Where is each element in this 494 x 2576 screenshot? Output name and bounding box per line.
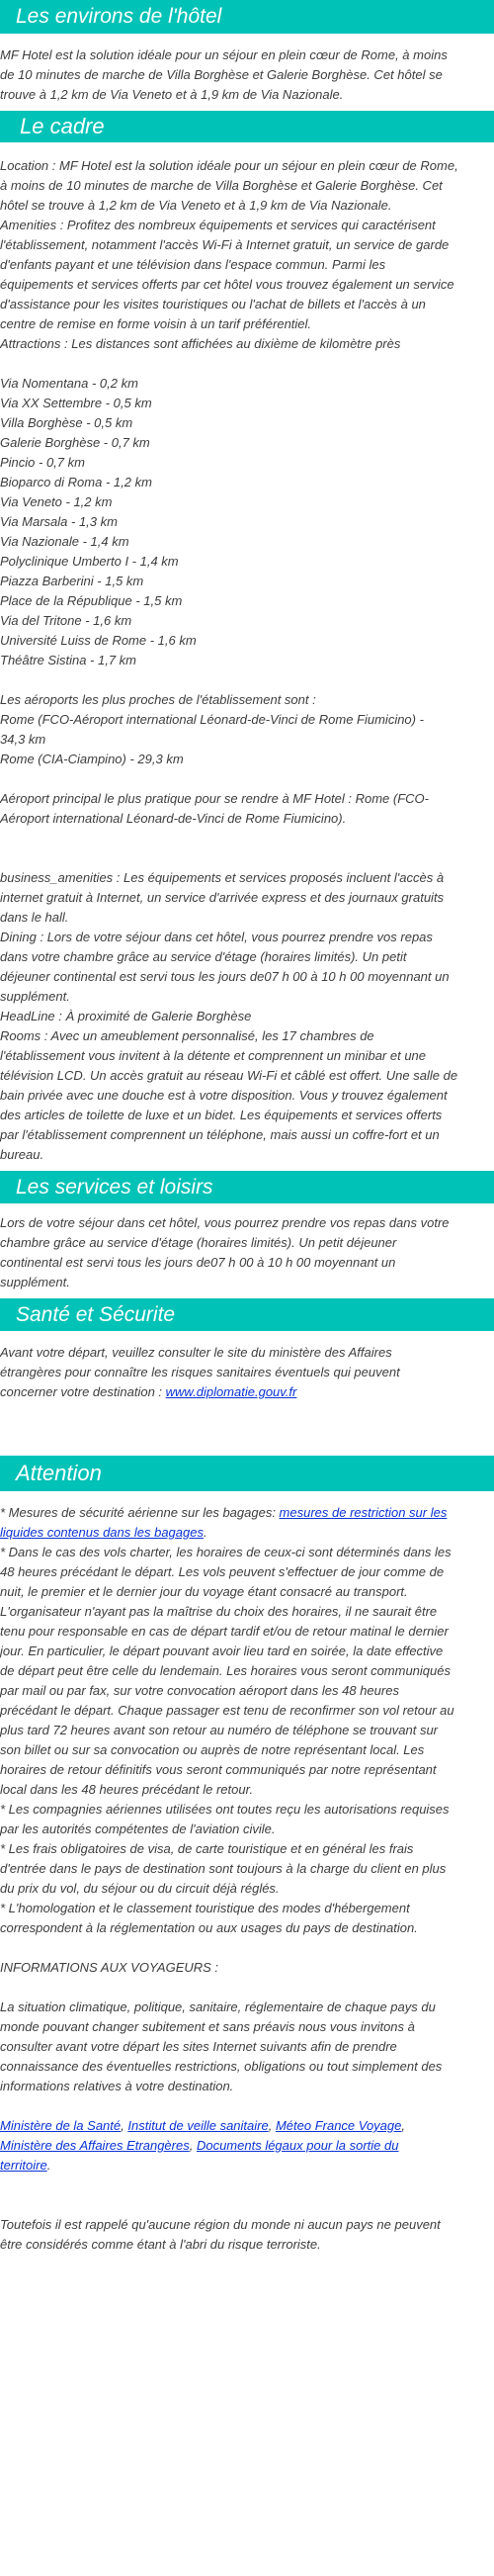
environs-text (0, 34, 494, 111)
text-line: HeadLine : À proximité de Galerie Borghèse (0, 1009, 252, 1023)
list-item: Via del Tritone - 1,6 km (0, 613, 132, 628)
text-line: télévision LCD. Un accès gratuit au réseau Wi-Fi et câblé est offert. Une salle de (0, 1068, 458, 1083)
text-line: jour. En particulier, le départ pouvant avoir lieu tard en soirée, la date effective (0, 1643, 444, 1658)
text-line: Dining : Lors de votre séjour dans cet hôtel, vous pourrez prendre vos repas (0, 930, 433, 944)
text-line: d'assistance pour les visites touristiques ou l'achat de billets et l'accès à un (0, 297, 426, 311)
text-line: Aéroport international Léonard-de-Vinci de Rome Fiumicino). (0, 811, 347, 826)
text-line: horaires de retour définitifs vous seront communiqués par notre représentant (0, 1762, 437, 1777)
veille-sanitaire-link[interactable]: Institut de veille sanitaire (127, 2118, 269, 2133)
text-line: à moins de 10 minutes de marche de Villa Borghèse et Galerie Borghèse. Cet (0, 178, 443, 193)
list-item: Polyclinique Umberto I - 1,4 km (0, 554, 179, 569)
liquids-restriction-link-cont[interactable]: liquides contenus dans les bagages (0, 1525, 204, 1540)
list-item: Bioparco di Roma - 1,2 km (0, 475, 152, 489)
separator: , (121, 2118, 128, 2133)
text-line: 48 heures précédant le départ. Les vols peuvent s'effectuer de jour comme de (0, 1564, 445, 1579)
liquids-restriction-link[interactable]: mesures de restriction sur les (279, 1505, 448, 1520)
text-line: Rome (FCO-Aéroport international Léonard-de-Vinci de Rome Fiumicino) - (0, 712, 424, 727)
text-line: Avant votre départ, veuillez consulter le site du ministère des Affaires (0, 1345, 392, 1360)
sante-text (0, 1331, 494, 1456)
text-line: local dans les 48 heures précédant le retour. (0, 1782, 254, 1797)
text-line: informations relatives à votre destination. (0, 2079, 234, 2093)
text-line: internet gratuit à Internet, un service d'arrivée express et des journaux gratuits (0, 890, 445, 905)
text-line: connaissance des éventuelles restrictions, obligations ou tout simplement des (0, 2059, 443, 2074)
list-item: Piazza Barberini - 1,5 km (0, 574, 144, 588)
text-fragment: concerner votre destination : (0, 1384, 166, 1399)
text-line: être considérés comme étant à l'abri du risque terroriste. (0, 2237, 321, 2252)
separator: , (189, 2138, 197, 2153)
text-line: d'enfants payant et une télévision dans l'espace commun. Parmi les (0, 257, 386, 272)
section-header-environs: Les environs de l'hôtel (0, 0, 494, 34)
section-header-attention: Attention (0, 1456, 494, 1491)
text-line: * Les compagnies aériennes utilisées ont toutes reçu les autorisations requises (0, 1802, 450, 1817)
text-line: correspondent à la réglementation ou aux usages du pays de destination. (0, 1920, 418, 1935)
text-fragment: . (46, 2158, 51, 2173)
attention-text (0, 1491, 494, 2255)
ministere-sante-link[interactable]: Ministère de la Santé (0, 2118, 122, 2133)
text-line: business_amenities : Les équipements et services proposés incluent l'accès à (0, 870, 445, 885)
list-item: Via Nomentana - 0,2 km (0, 376, 138, 391)
text-line: dans votre chambre grâce au service d'étage (horaires limités). Un petit (0, 949, 407, 964)
text-line: monde pouvant changer subitement et sans préavis nous vous invitons à (0, 2019, 415, 2034)
documents-legaux-link-cont[interactable]: territoire (0, 2158, 47, 2173)
list-item: Via Nazionale - 1,4 km (0, 534, 129, 549)
text-line: chambre grâce au service d'étage (horaires limités). Un petit déjeuner (0, 1235, 397, 1250)
text-line (0, 2156, 494, 2176)
text-line: l'établissement, notamment l'accès Wi-Fi à Internet gratuit, un service de garde (0, 237, 450, 252)
text-line: continental est servi tous les jours de07 h 00 à 10 h 00 moyennant un (0, 1255, 396, 1270)
text-line: plus tard 72 heures avant son retour au numéro de téléphone se trouvant sur (0, 1723, 439, 1737)
text-line: centre de remise en forme voisin à un tarif préférentiel. (0, 316, 312, 331)
list-item: Université Luiss de Rome - 1,6 km (0, 633, 197, 648)
documents-legaux-link[interactable]: Documents légaux pour la sortie du (196, 2138, 399, 2153)
text-line: * Dans le cas des vols charter, les horaires de ceux-ci sont déterminés dans les (0, 1545, 452, 1559)
text-line: son billet ou sur sa convocation ou auprès de notre représentant local. Les (0, 1742, 425, 1757)
list-item: Place de la République - 1,5 km (0, 593, 183, 608)
text-line: * L'homologation et le classement touristique des modes d'hébergement (0, 1901, 410, 1915)
text-line: Rooms : Avec un ameublement personnalisé, les 17 chambres de (0, 1028, 374, 1043)
affaires-etrangeres-link[interactable]: Ministère des Affaires Etrangères (0, 2138, 190, 2153)
list-item: Théâtre Sistina - 1,7 km (0, 653, 136, 667)
text-line: du prix du vol, du séjour ou du circuit déjà réglés. (0, 1881, 280, 1896)
list-item: Pincio - 0,7 km (0, 455, 85, 470)
text-line: 34,3 km (0, 732, 46, 747)
text-line: précédant le départ. Chaque passager est tenu de reconfirmer son vol retour au (0, 1703, 454, 1718)
list-item: Galerie Borghèse - 0,7 km (0, 435, 150, 450)
text-line (0, 2116, 494, 2136)
text-fragment: . (203, 1525, 207, 1540)
text-line: Location : MF Hotel est la solution idéale pour un séjour en plein cœur de Rome, (0, 158, 458, 173)
text-line: bureau. (0, 1147, 44, 1162)
text-line: La situation climatique, politique, sanitaire, réglementaire de chaque pays du (0, 1999, 436, 2014)
diplomatie-link[interactable]: www.diplomatie.gouv.fr (165, 1384, 297, 1399)
list-item: Via Marsala - 1,3 km (0, 514, 118, 529)
separator: , (268, 2118, 276, 2133)
text-line: de départ peut être celle du lendemain. Les horaires vous seront communiqués (0, 1663, 451, 1678)
text-line: bain privée avec une douche est à votre disposition. Vous y trouvez également (0, 1088, 448, 1103)
text-line: supplément. (0, 1275, 70, 1289)
text-line (0, 1523, 494, 1543)
text-line: par l'établissement comprennent un téléphone, mais aussi un coffre-fort et un (0, 1127, 440, 1142)
separator: , (401, 2118, 406, 2133)
text-line: Lors de votre séjour dans cet hôtel, vous pourrez prendre vos repas dans votre (0, 1215, 450, 1230)
text-line: tenu pour responsable en cas de départ tardif et/ou de retour matinal le dernier (0, 1624, 449, 1639)
cadre-text (0, 142, 494, 1171)
list-item: Via XX Settembre - 0,5 km (0, 396, 152, 410)
services-text (0, 1203, 494, 1298)
text-line: hôtel se trouve à 1,2 km de Via Veneto et à 1,9 km de Via Nazionale. (0, 198, 392, 213)
text-line: Attractions : Les distances sont affichées au dixième de kilomètre près (0, 336, 401, 351)
text-line: * Les frais obligatoires de visa, de carte touristique et en général les frais (0, 1841, 414, 1856)
text-line (0, 2136, 494, 2156)
info-voyageurs-title: INFORMATIONS AUX VOYAGEURS : (0, 1960, 219, 1975)
text-line: L'organisateur n'ayant pas la maîtrise du choix des horaires, il ne saurait être (0, 1604, 438, 1619)
text-line: par les autorités compétentes de l'aviation civile. (0, 1821, 276, 1836)
text-line: par mail ou par fax, sur votre convocation aéroport dans les 48 heures (0, 1683, 399, 1698)
text-line: d'entrée dans le pays de destination sont toujours à la charge du client en plus (0, 1861, 447, 1876)
text-line: des articles de toilette de luxe et un bidet. Les équipements et services offerts (0, 1108, 443, 1122)
text-line: nuit, le premier et le dernier jour du voyage étant consacré au transport. (0, 1584, 408, 1599)
text-fragment: * Mesures de sécurité aérienne sur les bagages: (0, 1505, 280, 1520)
text-line: Les aéroports les plus proches de l'établissement sont : (0, 692, 316, 707)
distance-list (0, 374, 494, 670)
section-header-sante: Santé et Sécurite (0, 1298, 494, 1331)
text-line: étrangères pour connaître les risques sanitaires éventuels qui peuvent (0, 1365, 400, 1379)
section-header-cadre: Le cadre (0, 111, 494, 142)
text-line: Toutefois il est rappelé qu'aucune région du monde ni aucun pays ne peuvent (0, 2217, 441, 2232)
text-line (0, 1503, 494, 1523)
text-line: MF Hotel est la solution idéale pour un séjour en plein cœur de Rome, à moins (0, 47, 448, 62)
text-line: Rome (CIA-Ciampino) - 29,3 km (0, 752, 184, 766)
list-item: Villa Borghèse - 0,5 km (0, 415, 133, 430)
text-line: de 10 minutes de marche de Villa Borghèse et Galerie Borghèse. Cet hôtel se (0, 67, 443, 82)
text-line: déjeuner continental est servi tous les jours de07 h 00 à 10 h 00 moyennant un (0, 969, 450, 984)
text-line: l'établissement vous invitent à la détente et comprennent un minibar et une (0, 1048, 427, 1063)
list-item: Via Veneto - 1,2 km (0, 494, 113, 509)
text-line: équipements et services offerts par cet hôtel vous trouvez également un service (0, 277, 454, 292)
meteo-france-link[interactable]: Méteo France Voyage (275, 2118, 402, 2133)
text-line: trouve à 1,2 km de Via Veneto et à 1,9 km de Via Nazionale. (0, 87, 344, 102)
text-line: supplément. (0, 989, 70, 1004)
text-line: consulter avant votre départ les sites Internet suivants afin de prendre (0, 2039, 397, 2054)
text-line: Aéroport principal le plus pratique pour se rendre à MF Hotel : Rome (FCO- (0, 791, 430, 806)
section-header-services: Les services et loisirs (0, 1171, 494, 1203)
text-line: dans le hall. (0, 910, 69, 925)
text-line (0, 1382, 494, 1402)
text-line: Amenities : Profitez des nombreux équipements et services qui caractérisent (0, 218, 436, 232)
